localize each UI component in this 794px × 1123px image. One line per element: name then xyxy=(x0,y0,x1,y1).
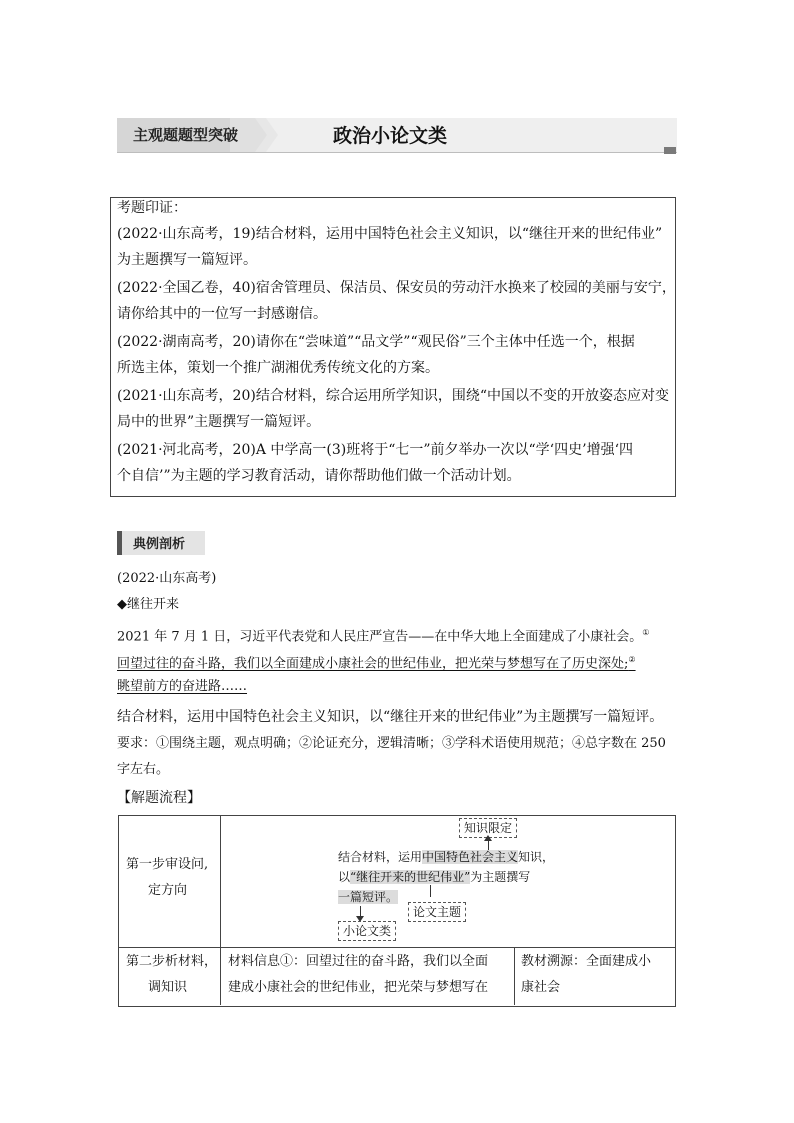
exam-line: 考题印证： xyxy=(117,200,187,216)
step1-label: 第一步审设问, xyxy=(126,857,209,872)
exam-line: 局中的世界”主题撰写一篇短评。 xyxy=(117,414,321,430)
material-info-line: 建成小康社会的世纪伟业，把光荣与梦想写在 xyxy=(228,980,489,995)
essay-topic-box: 论文主题 xyxy=(408,902,466,922)
exam-line: (2022·湖南高考，20)请你在“尝味道”“品文学”“观民俗”三个主体中任选一个，根据 xyxy=(117,334,635,350)
exam-line: 请你给其中的一位写一封感谢信。 xyxy=(117,306,327,322)
section-tag-bar xyxy=(117,531,122,555)
question-text: 结合材料，运用中国特色社会主义知识，以“继往开来的世纪伟业”为主题撰写一篇短评。 xyxy=(117,709,664,725)
table-divider xyxy=(118,947,675,948)
material-line: 2021 年 7 月 1 日，习近平代表党和人民庄严宣告——在中华大地上全面建成了小康社会。① xyxy=(117,628,650,645)
marker-2: ② xyxy=(628,655,636,664)
requirements-line: 要求：①围绕主题，观点明确；②论证充分，逻辑清晰；③学科术语使用规范；④总字数在 250 xyxy=(117,736,666,751)
requirements-line: 字左右。 xyxy=(117,762,170,777)
exam-line: (2021·山东高考，20)结合材料，综合运用所学知识，围绕“中国以不变的开放姿态应对变 xyxy=(117,388,669,404)
arrow-head-icon xyxy=(484,835,492,841)
question-analysis-line: 一篇短评。 xyxy=(338,890,399,904)
exam-line: (2021·河北高考，20)A 中学高一(3)班将于“七一”前夕举办一次以“学‘四史’增强‘四 xyxy=(117,442,634,458)
page-title: 政治小论文类 xyxy=(333,125,448,147)
question-analysis-line: 以“继往开来的世纪伟业”为主题撰写 xyxy=(338,870,531,884)
header-tab-label: 主观题题型突破 xyxy=(133,126,239,144)
example-heading: ◆继往开来 xyxy=(117,597,179,612)
material-line-underlined: 眺望前方的奋进路…… xyxy=(117,679,248,694)
marker-1: ① xyxy=(642,628,650,637)
section-tag-label: 典例剖析 xyxy=(133,537,186,552)
step2-label: 第二步析材料， xyxy=(126,954,218,969)
textbook-source-line: 教材溯源：全面建成小 xyxy=(521,954,652,969)
exam-line: (2022·全国乙卷，40)宿舍管理员、保洁员、保安员的劳动汗水换来了校园的美丽与安宁， xyxy=(117,280,676,296)
header-corner-mark xyxy=(664,147,676,154)
exam-line: 个自信’”为主题的学习教育活动，请你帮助他们做一个活动计划。 xyxy=(117,468,521,484)
step1-label: 定方向 xyxy=(148,883,188,898)
exam-line: (2022·山东高考，19)结合材料，运用中国特色社会主义知识，以“继往开来的世纪伟业” xyxy=(117,226,663,242)
material-line-underlined: 回望过往的奋斗路，我们以全面建成小康社会的世纪伟业，把光荣与梦想写在了历史深处;② xyxy=(117,655,636,672)
exam-line: 为主题撰写一篇短评。 xyxy=(117,252,257,268)
step2-label: 调知识 xyxy=(148,980,188,995)
flow-label: 【解题流程】 xyxy=(117,790,201,806)
question-analysis-line: 结合材料，运用中国特色社会主义知识， xyxy=(338,850,555,864)
textbook-source-line: 康社会 xyxy=(521,980,561,995)
table-divider xyxy=(514,947,515,1005)
exam-line: 所选主体，策划一个推广湖湘优秀传统文化的方案。 xyxy=(117,360,439,376)
example-source: (2022·山东高考) xyxy=(117,571,217,586)
essay-genre-box: 小论文类 xyxy=(338,921,396,941)
table-divider xyxy=(220,815,221,1005)
arrow-line xyxy=(430,885,431,897)
knowledge-limit-box: 知识限定 xyxy=(459,818,517,838)
material-info-line: 材料信息①：回望过往的奋斗路，我们以全面 xyxy=(228,954,489,969)
